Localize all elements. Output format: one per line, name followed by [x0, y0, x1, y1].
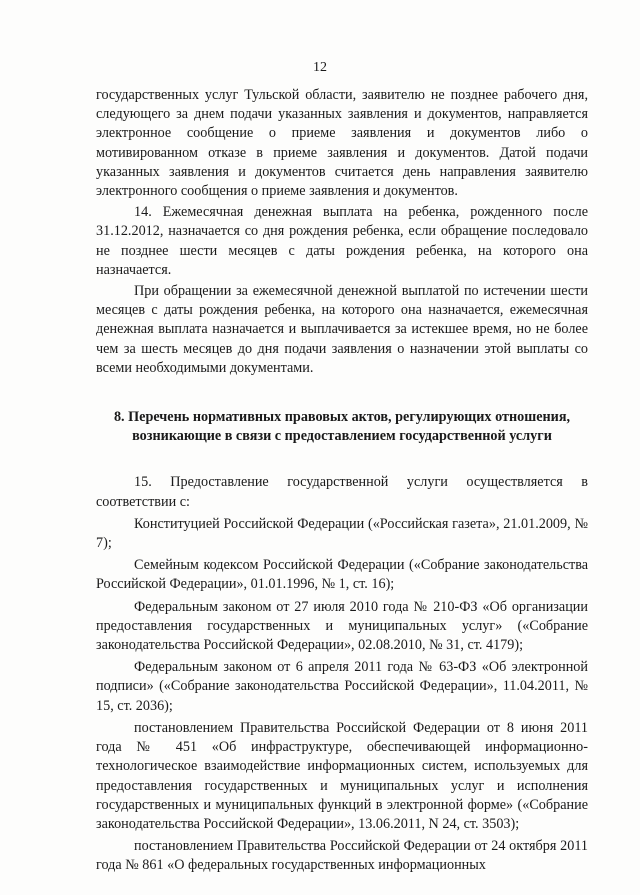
document-body	[96, 86, 588, 876]
paragraph: государственных услуг Тульской области, заявителю не позднее рабочего дня, следующего за днем подачи указанных заявления и документов, направляется электронное сообщение о приеме заявления и документов либо о мотивированном отказе в приеме заявления и документов. Датой подачи указанных заявления и документов считается день направления заявителю электронного сообщения о приеме заявления и документов.	[96, 87, 588, 200]
legal-act-item: постановлением Правительства Российской Федерации от 24 октября 2011 года № 861 «О федеральных государственных информационных	[96, 838, 588, 874]
page-number: 12	[313, 60, 327, 75]
legal-act-item: постановлением Правительства Российской Федерации от 8 июня 2011 года № 451 «Об инфраструктуре, обеспечивающей информационно-технологическое взаимодействие информационных систем, используемых для предоставления государственных и муниципальных услуг и исполнения государственных и муниципальных функций в электронной форме» («Собрание законодательства Российской Федерации», 13.06.2011, N 24, ст. 3503);	[96, 719, 588, 832]
paragraph: 14. Ежемесячная денежная выплата на ребенка, рожденного после 31.12.2012, назначается со дня рождения ребенка, если обращение последовало не позднее шести месяцев с даты рождения ребенка, на которого она назначается.	[96, 204, 588, 278]
section-heading: 8. Перечень нормативных правовых актов, регулирующих отношения, возникающие в связи с предоставлением государственной услуги	[113, 409, 571, 445]
legal-act-item: Федеральным законом от 6 апреля 2011 года № 63-ФЗ «Об электронной подписи» («Собрание законодательства Российской Федерации», 11.04.2011, № 15, ст. 2036);	[96, 659, 588, 714]
section-intro: 15. Предоставление государственной услуги осуществляется в соответствии с:	[96, 474, 588, 510]
legal-act-item: Семейным кодексом Российской Федерации («Собрание законодательства Российской Федерации», 01.01.1996, № 1, ст. 16);	[96, 557, 588, 593]
paragraph: При обращении за ежемесячной денежной выплатой по истечении шести месяцев с даты рождения ребенка, на которого она назначается, ежемесячная денежная выплата назначается и выплачивается за истекшее время, но не более чем за шесть месяцев до дня подачи заявления о назначении этой выплаты со всеми необходимыми документами.	[96, 283, 588, 376]
legal-act-item: Федеральным законом от 27 июля 2010 года № 210-ФЗ «Об организации предоставления государственных и муниципальных услуг» («Собрание законодательства Российской Федерации», 02.08.2010, № 31, ст. 4179);	[96, 598, 588, 654]
legal-act-item: Конституцией Российской Федерации («Российская газета», 21.01.2009, № 7);	[96, 515, 588, 552]
